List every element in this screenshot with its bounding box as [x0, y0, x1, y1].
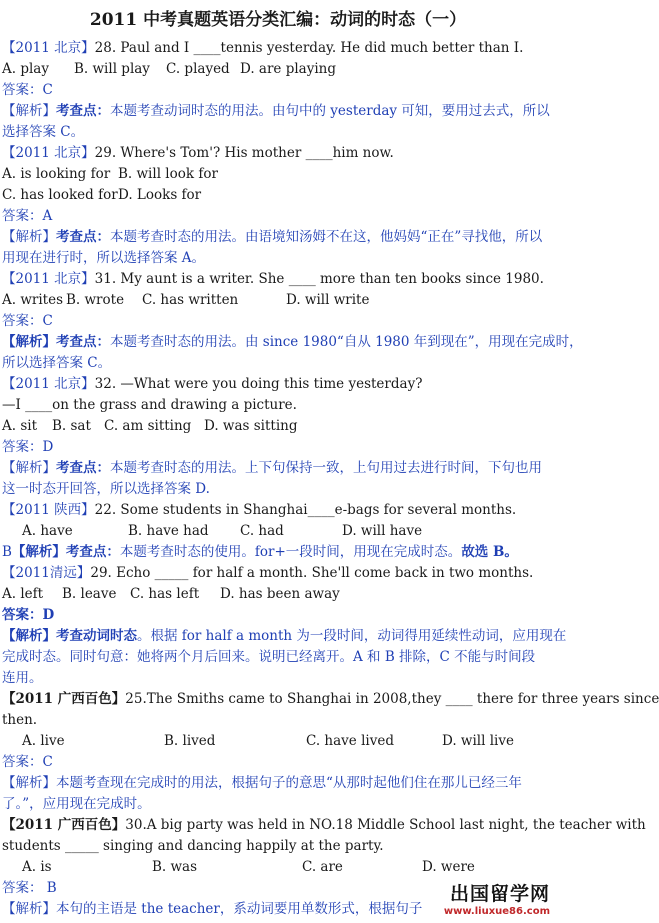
question-8-cont: students _____ singing and dancing happily at the party.: [2, 838, 384, 854]
option-d: D. Looks for: [118, 187, 202, 203]
explanation-tag: 【解析】: [2, 229, 56, 245]
option-b: B. have had: [128, 523, 209, 539]
option-d: D. were: [422, 859, 475, 875]
explanation-1: [2, 101, 554, 122]
explanation-text: 。根据 for half a month 为一段时间，动词得用延续性动词，应用现在: [137, 628, 567, 644]
document-page: [0, 8, 659, 923]
option-c: C. has left: [130, 586, 200, 602]
option-c: C. played: [166, 61, 230, 77]
option-a: A. have: [22, 523, 73, 539]
explanation-4: [2, 458, 554, 479]
explanation-3: [2, 332, 583, 353]
explanation-text: 本题考查动词时态的用法。由句中的 yesterday 可知，要用过去式，所以: [110, 103, 550, 119]
explanation-1-cont: 选择答案 C。: [2, 124, 85, 140]
page-title: 2011 中考真题英语分类汇编：动词的时态（一）: [89, 10, 467, 30]
options-1: [2, 59, 554, 80]
explanation-6: [2, 626, 567, 647]
options-6: [2, 584, 554, 605]
explanation-tag: 【解析】: [11, 544, 66, 560]
options-7: [2, 731, 554, 752]
option-a: A. live: [22, 733, 65, 749]
explanation-key: 考查动词时态: [56, 628, 137, 644]
option-c: C. had: [240, 523, 284, 539]
question-stem: 28. Paul and I ____tennis yesterday. He did much better than I.: [94, 40, 524, 56]
option-a: A. writes: [2, 292, 64, 308]
answer-4: 答案：D: [2, 439, 54, 455]
option-d: D. has been away: [220, 586, 340, 602]
explanation-6-cont: 完成时态。同时句意：她将两个月后回来。说明已经离开。A 和 B 排除，C 不能与时间段: [2, 649, 536, 665]
question-tag: 【2011 北京】: [2, 40, 95, 56]
question-7-cont: then.: [2, 712, 38, 728]
option-d: D. will have: [342, 523, 423, 539]
question-7: [2, 689, 659, 710]
question-tag: 【2011 广西百色】: [2, 817, 126, 833]
question-6: [2, 563, 554, 584]
option-b: B. lived: [164, 733, 216, 749]
question-tag: 【2011 北京】: [2, 145, 95, 161]
explanation-5: [2, 542, 554, 563]
explanation-text: 本题考查时态的用法。由语境知汤姆不在这，他妈妈“正在”寻找他，所以: [110, 229, 543, 245]
option-d: D. will live: [442, 733, 514, 749]
options-5: [2, 521, 554, 542]
option-b: B. leave: [62, 586, 117, 602]
question-stem: 32. —What were you doing this time yesterday?: [94, 376, 423, 392]
explanation-tag: 【解析】: [2, 334, 56, 350]
question-tag: 【2011清远】: [2, 565, 91, 581]
option-a: A. left: [2, 586, 44, 602]
question-5: [2, 500, 554, 521]
options-2a: [2, 164, 554, 185]
option-c: C. are: [302, 859, 343, 875]
question-stem: 29. Where's Tom'? His mother ____him now.: [94, 145, 394, 161]
options-2b: [2, 185, 554, 206]
explanation-key: 考查点：: [56, 460, 110, 476]
explanation-tag: 【解析】: [2, 103, 56, 119]
explanation-key: 考查点：: [56, 229, 110, 245]
option-d: D. are playing: [240, 61, 336, 77]
option-d: D. will write: [286, 292, 370, 308]
question-tag: 【2011 陕西】: [2, 502, 95, 518]
explanation-key: 考查点：: [56, 103, 110, 119]
explanation-text: 本题考查时态的用法。由 since 1980“自从 1980 年到现在”，用现在完成时，: [110, 334, 583, 350]
options-4: [2, 416, 554, 437]
option-c: C. am sitting: [104, 418, 192, 434]
option-a: A. play: [2, 61, 49, 77]
option-b: B. wrote: [66, 292, 125, 308]
explanation-2-cont: 用现在进行时，所以选择答案 A。: [2, 250, 206, 266]
option-a: A. is: [22, 859, 52, 875]
question-tag: 【2011 广西百色】: [2, 691, 126, 707]
option-c: C. has written: [142, 292, 239, 308]
question-tag: 【2011 北京】: [2, 271, 95, 287]
option-b: B. was: [152, 859, 198, 875]
option-c: C. have lived: [306, 733, 394, 749]
question-8: [2, 815, 646, 836]
question-stem: 29. Echo _____ for half a month. She'll come back in two months.: [90, 565, 534, 581]
explanation-end: 故选 B。: [461, 544, 518, 560]
options-3: [2, 290, 554, 311]
explanation-tag: 【解析】: [2, 460, 56, 476]
explanation-3-cont: 所以选择答案 C。: [2, 355, 112, 371]
question-1: [2, 38, 554, 59]
option-a: A. is looking for: [2, 166, 111, 182]
question-4-cont: —I ____on the grass and drawing a picture.: [2, 397, 297, 413]
explanation-text: 本句的主语是 the teacher，系动词要用单数形式，根据句子: [56, 901, 423, 917]
watermark-logo: [444, 879, 550, 917]
explanation-key: 考查点：: [65, 544, 120, 560]
explanation-text: 本题考查时态的使用。for+一段时间，用现在完成时态。: [119, 544, 462, 560]
explanation-4-cont: 这一时态开回答，所以选择答案 D.: [2, 481, 210, 497]
answer-3: 答案：C: [2, 313, 53, 329]
question-stem: 31. My aunt is a writer. She ____ more than ten books since 1980.: [94, 271, 544, 287]
explanation-tag: 【解析】: [2, 775, 56, 791]
answer-prefix: B: [2, 544, 12, 560]
option-c: C. has looked for: [2, 187, 118, 203]
question-3: [2, 269, 554, 290]
explanation-7: [2, 773, 554, 794]
explanation-tag: 【解析】: [2, 628, 56, 644]
explanation-text: 本题考查现在完成时的用法，根据句子的意思“从那时起他们住在那儿已经三年: [56, 775, 522, 791]
option-d: D. was sitting: [204, 418, 298, 434]
explanation-6-cont2: 连用。: [2, 670, 43, 686]
explanation-key: 考查点：: [56, 334, 110, 350]
explanation-text: 本题考查时态的用法。上下句保持一致，上句用过去进行时间，下句也用: [110, 460, 542, 476]
answer-2: 答案：A: [2, 208, 53, 224]
watermark-url: www.liuxue86.com: [443, 906, 550, 917]
option-b: B. will look for: [118, 166, 218, 182]
answer-6: 答案：D: [2, 607, 55, 623]
answer-7: 答案：C: [2, 754, 53, 770]
explanation-7-cont: 了。”，应用现在完成时。: [2, 796, 151, 812]
question-stem: 30.A big party was held in NO.18 Middle School last night, the teacher with: [125, 817, 646, 833]
explanation-tag: 【解析】: [2, 901, 56, 917]
option-b: B. sat: [52, 418, 91, 434]
explanation-2: [2, 227, 554, 248]
answer-1: 答案：C: [2, 82, 53, 98]
question-4: [2, 374, 554, 395]
watermark-title: 出国留学网: [449, 883, 550, 905]
question-stem: 22. Some students in Shanghai____e-bags for several months.: [94, 502, 517, 518]
question-stem: 25.The Smiths came to Shanghai in 2008,they ____ there for three years since: [125, 691, 659, 707]
options-8: [2, 857, 554, 878]
option-b: B. will play: [74, 61, 150, 77]
question-2: [2, 143, 554, 164]
answer-8: 答案： B: [2, 880, 57, 896]
question-tag: 【2011 北京】: [2, 376, 95, 392]
option-a: A. sit: [2, 418, 38, 434]
